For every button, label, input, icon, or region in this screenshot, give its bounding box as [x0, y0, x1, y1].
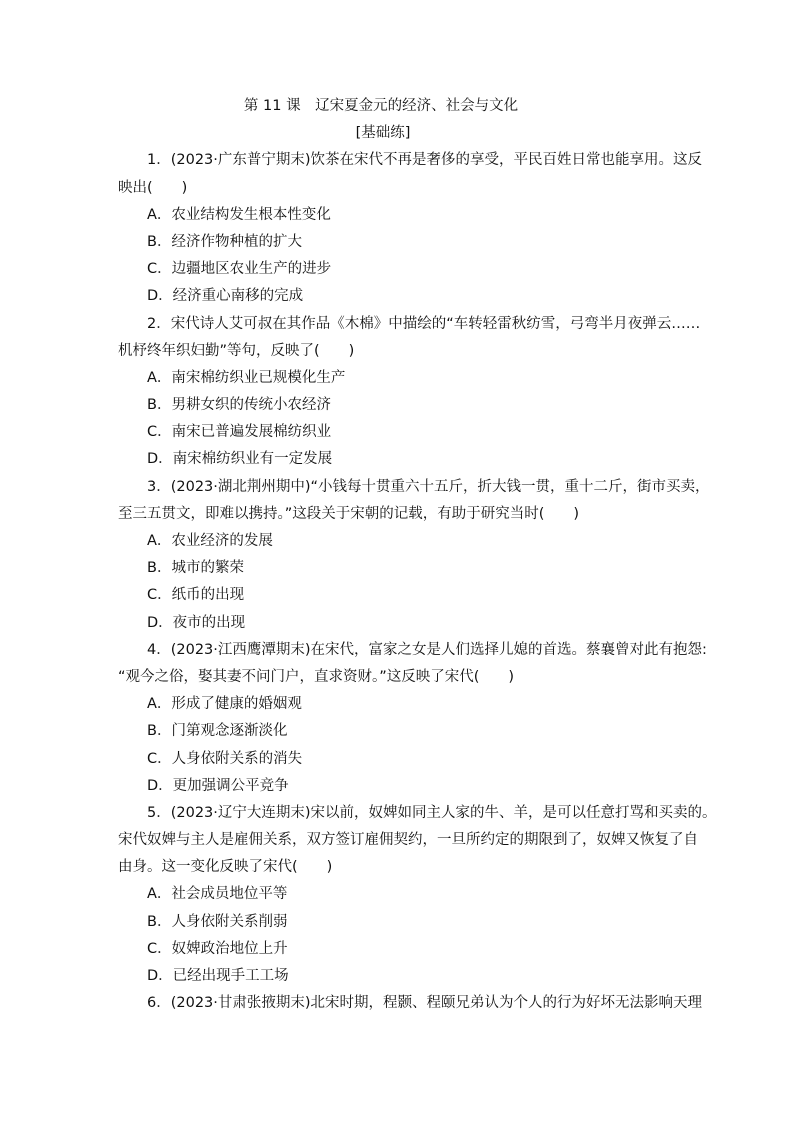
question-stem-line: 6．(2023·甘肃张掖期末)北宋时期，程颢、程颐兄弟认为个人的行为好坏无法影响天理: [147, 995, 703, 1012]
answer-option: B．城市的繁荣: [147, 560, 244, 577]
question-stem-line: 4．(2023·江西鹰潭期末)在宋代，富家之女是人们选择儿媳的首选。蔡襄曾对此有抱怨:: [147, 641, 707, 658]
answer-option: C．纸币的出现: [147, 587, 245, 604]
question-stem-line: 5．(2023·辽宁大连期末)宋以前，奴婢如同主人家的牛、羊，是可以任意打骂和买卖的。: [147, 804, 717, 821]
question-5: [118, 800, 717, 990]
question-2: [118, 311, 701, 474]
question-stem-line: 至三五贯文，即难以携持。”这段关于宋朝的记载，有助于研究当时( ): [118, 505, 580, 522]
answer-option: D．已经出现手工工场: [147, 968, 289, 984]
answer-option: A．形成了健康的婚姻观: [147, 696, 302, 713]
answer-option: B．门第观念逐渐淡化: [147, 723, 288, 740]
question-6: [118, 990, 703, 1017]
question-3: [118, 474, 710, 637]
answer-option: B．经济作物种植的扩大: [147, 233, 302, 250]
answer-option: D．经济重心南移的完成: [147, 288, 304, 305]
question-stem-line: 1．(2023·广东普宁期末)饮茶在宋代不再是奢侈的享受，平民百姓日常也能享用。这反: [147, 152, 703, 169]
lesson-title: 第 11 课 辽宋夏金元的经济、社会与文化: [243, 98, 519, 114]
answer-option: C．南宋已普遍发展棉纺织业: [147, 424, 332, 441]
answer-option: B．人身依附关系削弱: [147, 913, 288, 930]
question-stem-line: 映出( ): [118, 179, 188, 196]
question-list: [118, 147, 717, 1017]
answer-option: D．夜市的出现: [147, 614, 246, 631]
answer-option: D．更加强调公平竞争: [147, 777, 289, 794]
answer-option: A．社会成员地位平等: [147, 886, 288, 903]
question-1: [118, 147, 703, 310]
answer-option: C．奴婢政治地位上升: [147, 940, 288, 957]
question-stem-line: 2．宋代诗人艾可叔在其作品《木棉》中描绘的“车转轻雷秋纺雪，弓弯半月夜弹云……: [147, 315, 701, 332]
answer-option: A．南宋棉纺织业已规模化生产: [147, 369, 346, 386]
question-stem-line: “观今之俗，娶其妻不问门户，直求资财。”这反映了宋代( ): [118, 668, 515, 685]
answer-option: A．农业结构发生根本性变化: [147, 206, 331, 223]
question-stem-line: 由身。这一变化反映了宋代( ): [118, 859, 333, 876]
question-4: [118, 637, 707, 800]
answer-option: A．农业经济的发展: [147, 533, 273, 549]
answer-option: C．边疆地区农业生产的进步: [147, 261, 332, 278]
document-page: [118, 93, 717, 1017]
question-stem-line: 3．(2023·湖北荆州期中)“小钱每十贯重六十五斤，折大钱一贯，重十二斤，街市买卖，: [147, 478, 710, 495]
answer-option: B．男耕女织的传统小农经济: [147, 397, 331, 414]
question-stem-line: 机杼终年织妇勤”等句，反映了( ): [118, 342, 355, 359]
answer-option: C．人身依附关系的消失: [147, 750, 303, 767]
question-stem-line: 宋代奴婢与主人是雇佣关系，双方签订雇佣契约，一旦所约定的期限到了，奴婢又恢复了自: [118, 832, 698, 849]
section-heading: [基础练]: [355, 125, 411, 142]
answer-option: D．南宋棉纺织业有一定发展: [147, 451, 333, 468]
